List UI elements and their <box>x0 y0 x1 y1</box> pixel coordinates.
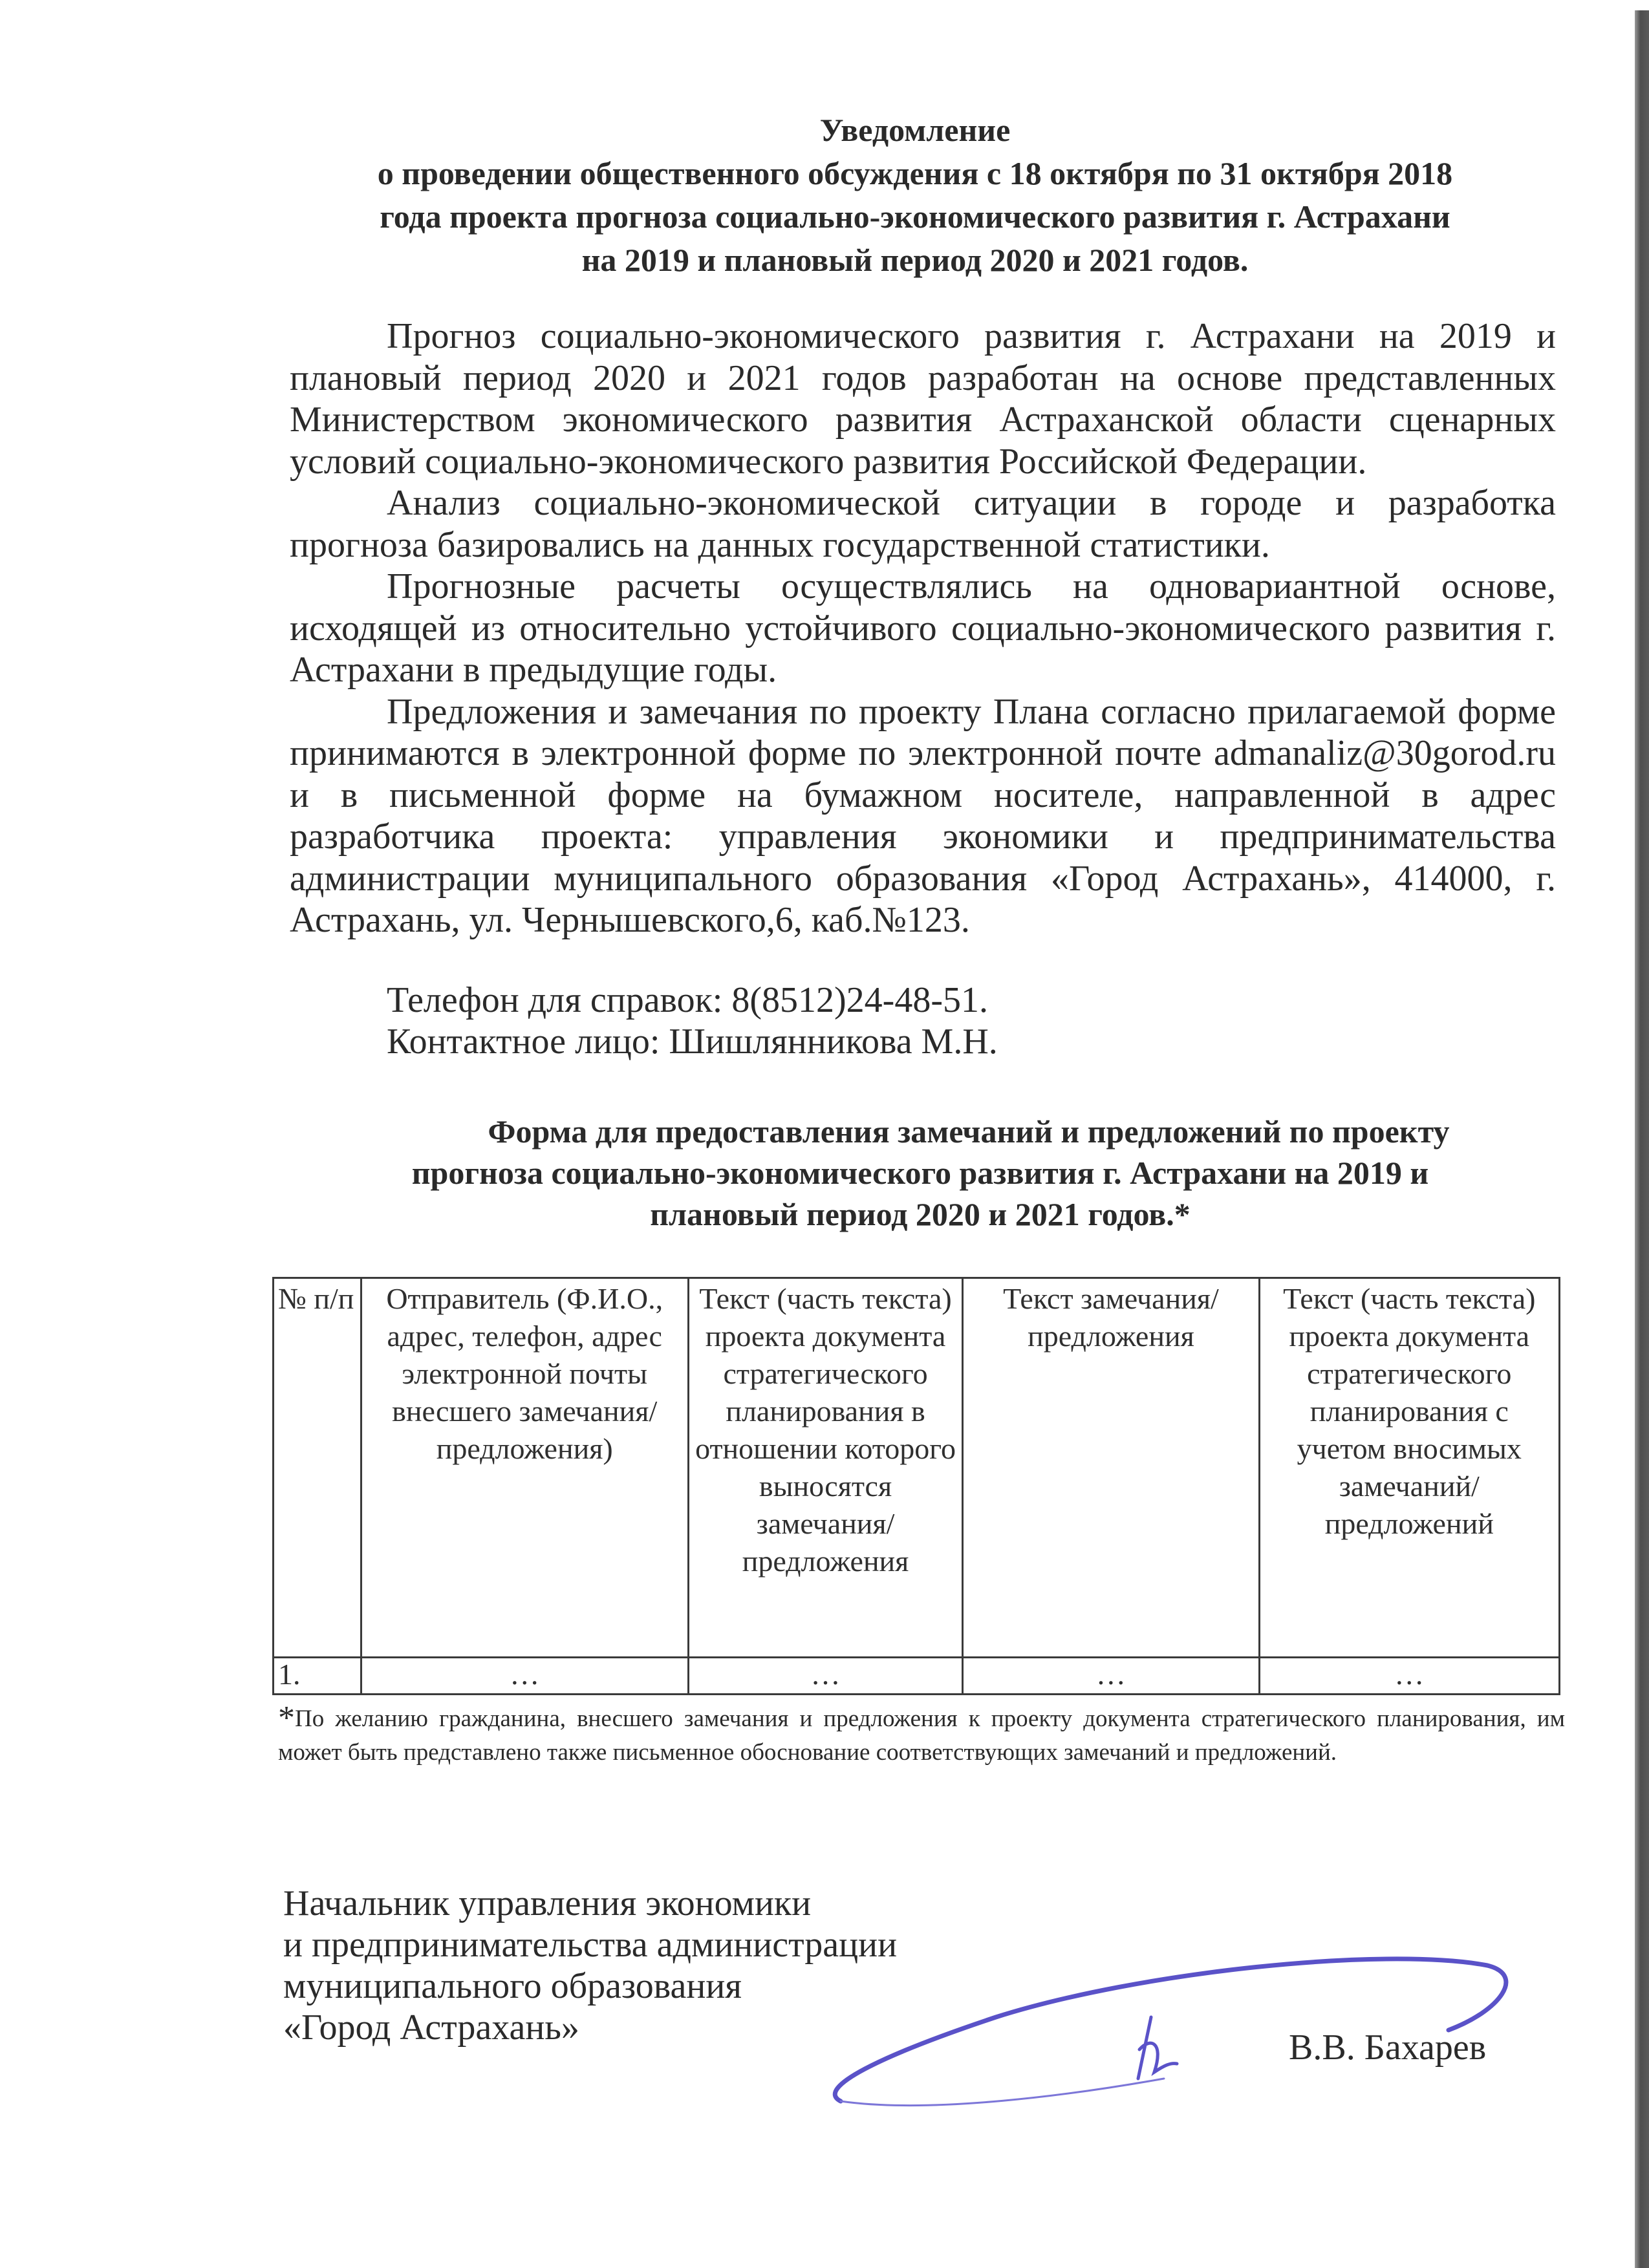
position-line: Начальник управления экономики <box>283 1883 812 1923</box>
table-row <box>274 1658 1560 1695</box>
position-line: и предпринимательства администрации <box>283 1925 898 1965</box>
header-sender: Отправитель (Ф.И.О., адрес, телефон, адрес электронной почты внесшего замечания/предложения) <box>361 1278 688 1658</box>
notice-title <box>272 109 1558 282</box>
contact-phone: Телефон для справок: 8(8512)24-48-51. <box>387 980 988 1020</box>
footnote-text: По желанию гражданина, внесшего замечания и предложения к проекту документа стратегического планирования, им может быть представлено также письменное обоснование соответствующих замечаний и предложений. <box>278 1706 1565 1766</box>
notice-title-line: Уведомление <box>819 112 1011 148</box>
contact-person: Контактное лицо: Шишлянникова М.Н. <box>387 1022 998 1062</box>
footnote <box>278 1702 1565 1770</box>
cell-revised-text: … <box>1259 1658 1559 1695</box>
notice-title-line: на 2019 и плановый период 2020 и 2021 годов. <box>581 242 1249 278</box>
header-remark-text: Текст замечания/предложения <box>963 1278 1259 1658</box>
cell-number: 1. <box>274 1658 361 1695</box>
cell-remark-text: … <box>963 1658 1259 1695</box>
paragraph-calculations: Прогнозные расчеты осуществлялись на одновариантной основе, исходящей из относительно устойчивого социально-экономического развития г. Астрахани в предыдущие годы. <box>290 566 1556 690</box>
signatory-name: В.В. Бахарев <box>1289 2027 1487 2068</box>
table-header-row <box>274 1278 1560 1658</box>
form-title-line: плановый период 2020 и 2021 годов.* <box>650 1196 1191 1232</box>
cell-project-text: … <box>688 1658 963 1695</box>
feedback-form-table <box>272 1277 1560 1695</box>
form-title <box>285 1111 1556 1235</box>
form-title-line: Форма для предоставления замечаний и предложений по проекту <box>488 1113 1450 1150</box>
cell-sender: … <box>361 1658 688 1695</box>
form-title-line: прогноза социально-экономического развития г. Астрахани на 2019 и <box>411 1155 1429 1191</box>
paragraph-analysis: Анализ социально-экономической ситуации в городе и разработка прогноза базировались на данных государственной статистики. <box>290 483 1556 565</box>
notice-title-line: о проведении общественного обсуждения с 18 октября по 31 октября 2018 <box>377 155 1453 191</box>
notice-title-line: года проекта прогноза социально-экономического развития г. Астрахани <box>380 198 1450 235</box>
notice-body <box>290 316 1556 941</box>
contact-info <box>387 979 998 1062</box>
header-revised-text: Текст (часть текста) проекта документа стратегического планирования с учетом вносимых замечаний/предложений <box>1259 1278 1559 1658</box>
header-project-text: Текст (часть текста) проекта документа стратегического планирования в отношении которого выносятся замечания/предложения <box>688 1278 963 1658</box>
header-number: № п/п <box>274 1278 361 1658</box>
paragraph-forecast-basis: Прогноз социально-экономического развития г. Астрахани на 2019 и плановый период 2020 и 2021 годов разработан на основе представленных Министерством экономического развития Астраханской области сценарных условий социально-экономического развития Российской Федерации. <box>290 316 1556 482</box>
scan-shadow-edge <box>1635 10 1649 2268</box>
paragraph-submission: Предложения и замечания по проекту Плана согласно прилагаемой форме принимаются в электронной форме по электронной почте admanaliz@30gorod.ru и в письменной форме на бумажном носителе, направленной в адрес разработчика проекта: управления экономики и предпринимательства администрации муниципального образования «Город Астрахань», 414000, г. Астрахань, ул. Чернышевского,6, каб.№123. <box>290 691 1556 940</box>
footnote-marker: * <box>278 1700 295 1737</box>
position-line: «Город Астрахань» <box>283 2007 579 2048</box>
position-line: муниципального образования <box>283 1966 742 2006</box>
